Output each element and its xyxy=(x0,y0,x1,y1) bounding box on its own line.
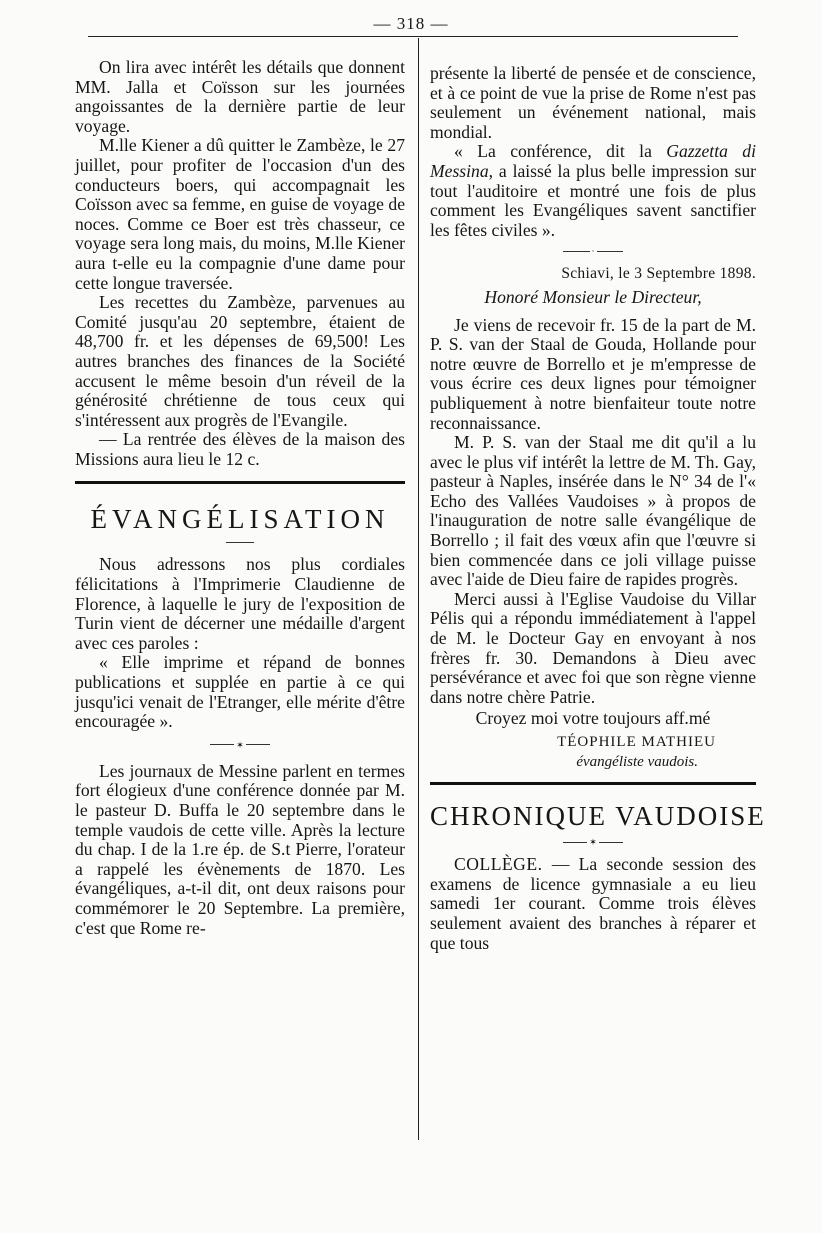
paragraph-gazzetta xyxy=(430,142,756,240)
letter-place-date: Schiavi, le 3 Septembre 1898. xyxy=(561,265,756,283)
ornament-separator-chronique: ✶ xyxy=(563,839,623,845)
section-rule xyxy=(75,481,405,484)
section-rule-right xyxy=(430,782,756,785)
college-lead: COLLÈGE. xyxy=(454,854,543,875)
ornament-separator-right: · xyxy=(563,248,623,254)
right-column xyxy=(430,63,766,953)
letter-closing: Croyez moi votre toujours aff.mé xyxy=(475,708,711,729)
paragraph-quote-medaille: « Elle imprime et répand de bonnes publications et supplée en partie à ce qui jusqu'ici venait de l'Etranger, elle mérite d'être encouragée ». xyxy=(75,652,405,732)
letter-salutation: Honoré Monsieur le Directeur, xyxy=(484,286,702,307)
paragraph-letter-don: Je viens de recevoir fr. 15 de la part de M. P. S. van der Staal de Gouda, Hollande pour notre œuvre de Borrello et je m'empresse de vous écrire ces deux lignes pour témoigner publiquement à notre bienfaiteur toute notre reconnaissance. xyxy=(430,314,756,433)
paragraph-recettes: Les recettes du Zambèze, parvenues au Comité jusqu'au 20 septembre, étaient de 48,700 fr. et les dépenses de 69,500! Les autres branches des finances de la Société accusent le même besoin d'un réveil de la générosité chrétienne de tous ceux qui s'intéressent aux progrès de l'Evangile. xyxy=(75,292,405,430)
paragraph-felicitations: Nous adressons nos plus cordiales félicitations à l'Imprimerie Claudienne de Florence, à laquelle le jury de l'exposition de Turin vient de décerner une médaille d'argent avec ces paroles : xyxy=(75,554,405,653)
gazzetta-text-a: « La conférence, dit la xyxy=(454,141,667,162)
paragraph-zambeze-intro: On lira avec intérêt les détails que donnent MM. Jalla et Coïsson sur les journées angoissantes de la dernière partie de leur voyage. xyxy=(75,57,405,136)
paragraph-messine: Les journaux de Messine parlent en termes fort élogieux d'une conférence donnée par M. le pasteur D. Buffa le 20 septembre dans le temple vaudois de cette ville. Après la lecture du chap. I de la 1.re ép. de S.t Pierre, l'orateur a rappelé les évènements de 1870. Les évangéliques, a-t-il dit, ont deux raisons pour commémorer le 20 Septembre. La première, c'est que Rome re- xyxy=(75,760,405,938)
gazzetta-source: Gazzetta di Messina xyxy=(430,141,756,181)
column-divider xyxy=(418,38,419,1140)
paragraph-rentree: — La rentrée des élèves de la maison des Missions aura lieu le 12 c. xyxy=(75,429,405,469)
letter-signature-role: évangéliste vaudois. xyxy=(576,753,698,770)
ornament-separator: ✶ xyxy=(210,742,270,748)
title-dash xyxy=(226,542,254,543)
gazzetta-text-b: , a laissé la plus belle impression sur tout l'auditoire et montré une fois de plus comment les Evangéliques savent sanctifier les fêtes civiles ». xyxy=(430,160,756,240)
paragraph-rome-continued: présente la liberté de pensée et de conscience, et à ce point de vue la prise de Rome n'est pas seulement un événement national, mais mondial. xyxy=(430,63,756,142)
header-rule xyxy=(88,36,738,37)
college-text: — La seconde session des examens de licence gymnasiale a eu lieu samedi 1er courant. Comme trois élèves seulement avaient des branches à réparer et que tous xyxy=(430,854,756,953)
paragraph-college xyxy=(430,855,756,953)
paragraph-kiener: M.lle Kiener a dû quitter le Zambèze, le 27 juillet, pour profiter de l'occasion d'un des conducteurs boers, qui accompagnait les Coïsson avec sa femme, en guise de voyage de noces. Comme ce Boer est très chasseur, ce voyage sera long mais, du moins, M.lle Kiener aura t-elle eu la compagnie d'une dame pour cette longue traversée. xyxy=(75,135,405,293)
section-title-evangelisation: ÉVANGÉLISATION xyxy=(90,504,390,535)
page-number: — 318 — xyxy=(373,14,449,33)
paragraph-letter-merci: Merci aussi à l'Eglise Vaudoise du Villar Pélis qui a répondu immédiatement à l'appel de M. le Docteur Gay en envoyant à nos frères fr. 30. Demandons à Dieu avec persévérance et avec foi que son règne vienne dans notre chère Patrie. xyxy=(430,588,756,707)
paragraph-letter-staal: M. P. S. van der Staal me dit qu'il a lu avec le plus vif intérêt la lettre de M. Th. Gay, pasteur à Naples, insérée dans le N° 34 de l'« Echo des Vallées Vaudoises » à propos de l'inauguration de notre salle évangélique de Borrello ; il fait des vœux afin que l'œuvre si bien commencée dans ce joli village puisse avec l'aide de Dieu faire de rapides progrès. xyxy=(430,432,756,590)
letter-signature: TÉOPHILE MATHIEU xyxy=(557,734,716,750)
section-title-chronique: CHRONIQUE VAUDOISE xyxy=(430,801,766,832)
left-column xyxy=(75,58,405,938)
